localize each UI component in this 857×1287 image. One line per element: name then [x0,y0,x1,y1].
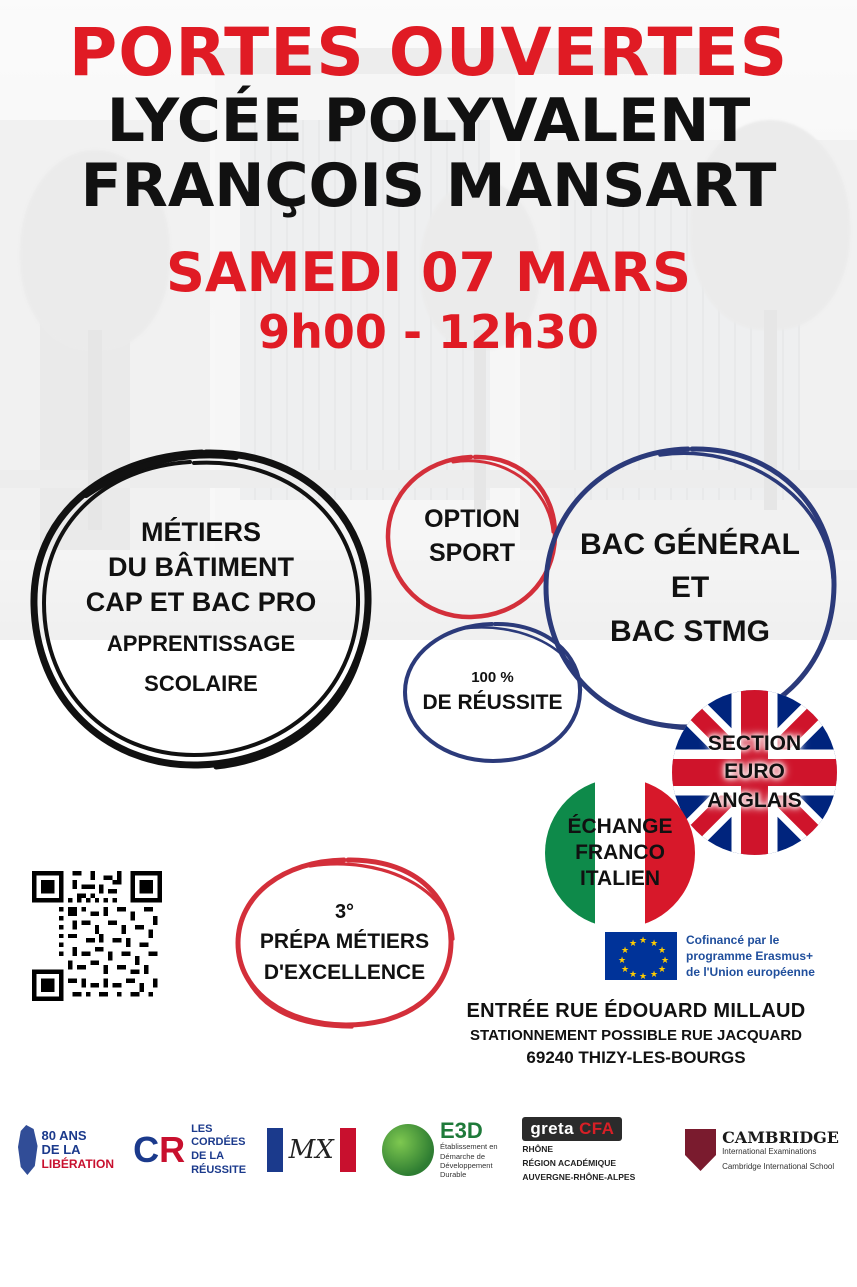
cambridge-line-2: Cambridge International School [722,1161,835,1171]
euro-line-2: EURO [724,760,785,784]
address-block [430,1000,842,1068]
e3d-line-4: Durable [440,1170,467,1180]
eu-flag-icon: ★ ★ ★ ★ ★ ★ ★ ★ ★ ★ ★ ★ [605,932,677,980]
bubble-metiers-text [26,443,376,773]
address-city: 69240 THIZY-LES-BOURGS [526,1048,746,1067]
bubble-sport-text [383,452,561,622]
logo-80ans-line-2: DE LA [41,1142,81,1157]
italien-line-3: ITALIEN [579,867,661,891]
cordees-line-4: RÉUSSITE [191,1163,247,1176]
logo-80-ans-liberation [18,1108,114,1192]
italien-label [567,814,672,893]
prepa-line-2: PRÉPA MÉTIERS [259,930,430,954]
logo-80ans-line-3: LIBÉRATION [41,1157,114,1172]
erasmus-line-1: Cofinancé par le [686,932,780,947]
logo-cordees-reussite [131,1108,249,1192]
cordees-line-3: DE LA [191,1150,225,1162]
sport-line-2: SPORT [428,539,516,567]
bubble-option-sport [383,452,561,622]
italien-line-2: FRANCO [575,840,665,864]
e3d-line-1: Établissement en [440,1142,498,1152]
qr-code[interactable] [32,871,162,1001]
event-date: SAMEDI 07 MARS [166,240,691,304]
globe-icon [382,1124,434,1176]
logo-mx [265,1108,357,1192]
logo-cambridge [685,1108,839,1192]
italien-line-1: ÉCHANGE [567,814,673,838]
euro-label [707,730,802,815]
greta-badge [522,1117,622,1141]
erasmus-line-2: programme Erasmus+ [686,948,814,963]
metiers-line-4: APPRENTISSAGE [106,630,296,656]
title-lycee-polyvalent: LYCÉE POLYVALENT [106,86,751,157]
bubble-prepa-text [232,855,457,1030]
logo-e3d [374,1108,506,1192]
metiers-line-3: CAP ET BAC PRO [85,587,317,618]
cordees-line-1: LES [191,1122,213,1135]
cordees-monogram-icon: CR [133,1129,186,1170]
bubble-section-euro-anglais [672,690,837,855]
address-entrance: ENTRÉE RUE ÉDOUARD MILLAUD [466,1000,806,1022]
bubble-prepa-metiers [232,855,457,1030]
mx-red-bars-icon [340,1128,356,1172]
greta-line-1: RHÔNE [522,1143,554,1154]
greta-line-3: AUVERGNE-RHÔNE-ALPES [522,1172,636,1183]
prepa-line-1: 3° [334,901,355,924]
title-francois-mansart: FRANÇOIS MANSART [80,151,777,222]
footer-logo-strip [0,1090,857,1210]
mx-monogram: MX [288,1135,334,1165]
greta-title-2: CFA [579,1118,615,1138]
title-portes-ouvertes: PORTES OUVERTES [68,14,789,91]
cordees-line-2: CORDÉES [191,1136,246,1149]
france-map-icon [18,1125,38,1175]
greta-title: greta [530,1118,574,1138]
euro-line-1: SECTION [707,731,802,755]
e3d-line-2: Démarche de [440,1151,486,1161]
greta-line-2: RÉGION ACADÉMIQUE [522,1157,617,1168]
mx-blue-bars-icon [267,1128,283,1172]
metiers-line-2: DU BÂTIMENT [108,552,294,583]
bubble-metiers-batiment [26,443,376,773]
prepa-line-3: D'EXCELLENCE [263,960,426,984]
e3d-line-3: Développement [440,1161,493,1170]
bac-line-3: BAC STMG [610,614,770,648]
bac-line-1: BAC GÉNÉRAL [579,527,800,561]
logo-80ans-line-1: 80 ANS [41,1127,87,1143]
reussite-line-2: DE RÉUSSITE [422,691,563,715]
logo-greta-cfa [522,1108,668,1192]
erasmus-line-3: de l'Union européenne [686,965,815,980]
euro-line-3: ANGLAIS [707,788,802,812]
metiers-line-5: SCOLAIRE [144,670,258,696]
cambridge-shield-icon [685,1129,716,1171]
metiers-line-1: MÉTIERS [140,517,261,548]
bac-line-2: ET [670,571,710,605]
address-parking: STATIONNEMENT POSSIBLE RUE JACQUARD [470,1027,802,1044]
bubble-taux-reussite [400,620,585,765]
qr-code-icon [32,871,162,1001]
erasmus-text [686,932,815,981]
erasmus-cofinancing-block [605,925,835,987]
poster-heading-block [0,14,857,359]
sport-line-1: OPTION [424,505,520,534]
bubble-echange-franco-italien [545,778,695,928]
event-hours: 9h00 - 12h30 [258,304,599,359]
cambridge-line-1: International Examinations [722,1146,817,1156]
reussite-line-1: 100 % [471,669,514,687]
e3d-title: E3D [440,1118,483,1144]
cambridge-title: CAMBRIDGE [722,1128,839,1147]
bubble-reussite-text [400,620,585,765]
